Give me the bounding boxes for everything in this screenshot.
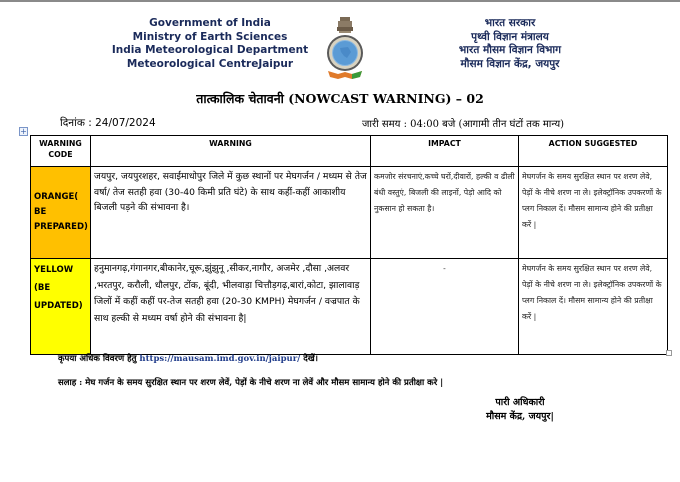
impact-text-orange: कमजोर संरचनाएं,कच्चे घरों,दीवारों, हल्की व ढीली बंधी वस्तुएं, बिजली की लाइनों, पेड़ो आदि को नुकसान हो सकता है।: [371, 167, 519, 259]
more-info-prefix: कृपया अधिक विवरण हेतु: [58, 354, 137, 364]
code-line: (BE: [34, 283, 51, 293]
table-resize-handle[interactable]: [666, 350, 672, 356]
header-hi-line-1: भारत सरकार: [484, 17, 536, 29]
warning-table: [30, 135, 668, 355]
issue-date: दिनांक : 24/07/2024: [60, 117, 156, 129]
page-title: तात्कालिक चेतावनी (NOWCAST WARNING) – 02: [196, 91, 484, 106]
table-header-row: [31, 136, 668, 167]
warning-code-yellow: [31, 259, 91, 355]
action-text-yellow: मेघगर्जन के समय सुरक्षित स्थान पर शरण लेवे, पेड़ों के नीचे शरण ना ले। इलेक्ट्रॉनिक उपकरणों के प्लग निकाल दें। मौसम सामान्य होने की प्रतीक्षा करें |: [519, 259, 668, 355]
issue-time: जारी समय : 04:00 बजे (आगामी तीन घंटों तक मान्य): [362, 119, 565, 130]
header-hindi: [410, 17, 610, 71]
header-english: [110, 17, 310, 71]
signature-line-1: पारी अधिकारी: [495, 397, 545, 408]
table-move-handle-icon[interactable]: +: [20, 127, 27, 136]
header-action-suggested: ACTION SUGGESTED: [519, 136, 668, 167]
header-warning: WARNING: [91, 136, 371, 167]
warning-text-orange: जयपुर, जयपुरशहर, सवाईमाधोपुर जिले में कुछ स्थानों पर मेघगर्जन / मध्यम से तेज वर्षा/ तेज सतही हवा (30-40 किमी प्रति घंटे) के साथ कहीं-कहीं आकाशीय बिजली पड़ने की संभावना है।: [91, 167, 371, 259]
advice-line: सलाह : मेघ गर्जन के समय सुरक्षित स्थान पर शरण लेवें, पेड़ों के नीचे शरण ना लेवें और मौसम सामान्य होने की प्रतीक्षा करे |: [58, 378, 444, 388]
header-hi-line-4: मौसम विज्ञान केंद्र, जयपुर: [460, 57, 560, 70]
imd-emblem-icon: [318, 16, 372, 82]
warning-code-orange: [31, 167, 91, 259]
warning-text-yellow: हनुमानगढ़,गंगानगर,बीकानेर,चूरू,झुंझुनू ,सीकर,नागौर, अजमेर ,दौसा ,अलवर ,भरतपुर, करौली, धौलपुर, टोंक, बूंदी, भीलवाड़ा चित्तौड़गढ़,बारां,कोटा, झालावाड़ जिलों में कहीं कहीं पर-तेज सतही हवा (20-30 KMPH) मेघगर्जन / वज्रपात के साथ हल्की से मध्यम वर्षा होने की संभावना है|: [91, 259, 371, 355]
code-line: ORANGE(: [34, 192, 79, 202]
header-hi-line-3: भारत मौसम विज्ञान विभाग: [458, 44, 562, 56]
header-en-line-4: Meteorological CentreJaipur: [126, 57, 294, 70]
more-info-line: [58, 353, 318, 364]
signature-line-2: मौसम केंद्र, जयपुर|: [486, 411, 554, 422]
header-en-line-1: Government of India: [149, 17, 271, 29]
table-row-yellow: [31, 259, 668, 355]
code-line: PREPARED): [34, 222, 88, 232]
code-line: BE: [34, 207, 47, 217]
header-impact: IMPACT: [371, 136, 519, 167]
header-en-line-2: Ministry of Earth Sciences: [132, 30, 288, 43]
more-info-suffix: देखें।: [303, 354, 318, 364]
impact-text-yellow: -: [371, 259, 519, 355]
more-info-link[interactable]: https://mausam.imd.gov.in/jaipur/: [139, 354, 301, 364]
signature-block: [465, 396, 575, 424]
action-text-orange: मेघगर्जन के समय सुरक्षित स्थान पर शरण लेवे, पेड़ों के नीचे शरण ना ले। इलेक्ट्रॉनिक उपकरणों के प्लग निकाल दें। मौसम सामान्य होने की प्रतीक्षा करें |: [519, 167, 668, 259]
table-row-orange: [31, 167, 668, 259]
header-en-line-3: India Meteorological Department: [111, 44, 309, 56]
code-line: YELLOW: [34, 265, 74, 275]
header-hi-line-2: पृथ्वी विज्ञान मंत्रालय: [471, 30, 549, 43]
header-warning-code: WARNING CODE: [31, 136, 91, 167]
code-line: UPDATED): [34, 301, 83, 311]
